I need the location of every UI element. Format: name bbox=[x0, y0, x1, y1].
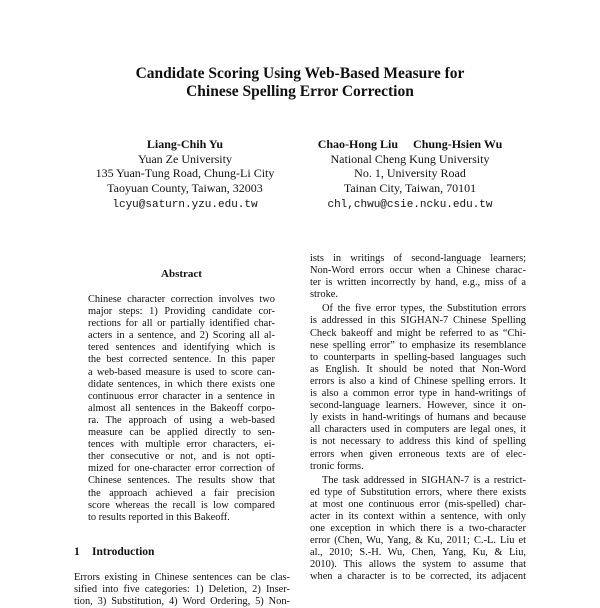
abstract-line: mized for one-character error correction of bbox=[88, 463, 275, 475]
abstract-heading: Abstract bbox=[161, 268, 202, 280]
author-affiliation: Yuan Ze University bbox=[138, 151, 232, 166]
paragraph bbox=[310, 253, 526, 301]
author-address-line-1: 135 Yuan-Tung Road, Chung-Li City bbox=[95, 166, 275, 180]
paragraph-line: all characters used in computers are legal ones, it bbox=[310, 424, 526, 436]
paragraph-line: Check bakeoff and might be referred to as “Chi- bbox=[310, 327, 526, 339]
paragraph-line: acter in its context within a sentence, with only bbox=[310, 510, 526, 522]
paragraph-line: as English. It should be noted that Non-Word bbox=[310, 363, 526, 375]
author-email: chl,chwu@csie.ncku.edu.tw bbox=[327, 199, 493, 211]
author-name: Chao-Hong Liu Chung-Hsien Wu bbox=[317, 137, 503, 151]
abstract-line: didate sentences, in which there exists one bbox=[88, 378, 275, 390]
author-name: Liang-Chih Yu bbox=[146, 137, 224, 151]
paragraph-line: one exception in which there is a two-character bbox=[310, 523, 526, 535]
section-number: 1 bbox=[74, 546, 80, 558]
paragraph bbox=[310, 303, 526, 472]
paragraph-line: 2010). This allows the system to assume that bbox=[310, 559, 526, 571]
abstract-line: Chinese character correction involves two bbox=[88, 294, 275, 305]
abstract-line: major steps: 1) Providing candidate cor- bbox=[88, 306, 275, 318]
section-title: Introduction bbox=[92, 546, 155, 558]
paragraph-line: second-language learners. However, since it on- bbox=[310, 400, 526, 412]
abstract-line: the best corrected sentence. In this paper bbox=[88, 354, 275, 366]
abstract-line: the approach achieved a fair precision bbox=[88, 487, 275, 499]
paragraph-line: ter is written incorrectly by hand, e.g., miss of a bbox=[310, 277, 526, 289]
abstract-line: continuous error character in a sentence in bbox=[88, 390, 275, 402]
paragraph-line: ists in writings of second-language learners; bbox=[310, 253, 526, 264]
paragraph-line: tronic forms. bbox=[310, 460, 364, 472]
paragraph-line: is also a common error type in hand-writings of bbox=[310, 388, 526, 400]
paragraph-line: is addressed in this SIGHAN-7 Chinese Spelling bbox=[310, 315, 526, 327]
paragraph-line: Of the five error types, the Substitution errors bbox=[322, 303, 526, 315]
abstract-line: ra. The approach of using a web-based bbox=[88, 414, 275, 426]
abstract-line: rections for all or partially identified char- bbox=[88, 318, 275, 330]
paragraph-line: errors when given erroneous texts are of elec- bbox=[310, 448, 526, 460]
abstract-line: tered sentences and identifying which is bbox=[88, 342, 275, 354]
paragraph-line: is not necessary to address this kind of spelling bbox=[310, 436, 526, 448]
paper-title-line-2: Chinese Spelling Error Correction bbox=[186, 83, 414, 100]
paragraph-line: The task addressed in SIGHAN-7 is a restrict- bbox=[322, 474, 526, 486]
paragraph-line: al., 2010; S.-H. Wu, Chen, Yang, Ku, & Liu, bbox=[310, 547, 526, 559]
author-email: lcyu@saturn.yzu.edu.tw bbox=[112, 199, 258, 211]
paragraph-line: ly exists in hand-writings of humans and because bbox=[310, 412, 526, 424]
abstract-line: to results reported in this Bakeoff. bbox=[88, 511, 230, 523]
abstract-line: acters in a sentence, and 2) Scoring all al- bbox=[88, 330, 275, 342]
paragraph-line: to counterparts in spelling-based languages such bbox=[310, 351, 526, 363]
paragraph-line: nese spelling error” to emphasize its resemblance bbox=[310, 339, 526, 351]
introduction-line: sified into five categories: 1) Deletion, 2) Inser- bbox=[74, 584, 290, 596]
paragraph-line: error (Chen, Wu, Yang, & Ku, 2011; C.-L. Liu et bbox=[310, 535, 526, 547]
paragraph bbox=[310, 475, 526, 584]
section-heading-introduction bbox=[74, 546, 154, 558]
author-block-2 bbox=[285, 137, 535, 213]
introduction-line: Errors existing in Chinese sentences can be clas- bbox=[74, 572, 290, 583]
paragraph-line: at most one continuous error (mis-spelled) char- bbox=[310, 498, 526, 510]
introduction-line: tion, 3) Substitution, 4) Word Ordering, 5) Non- bbox=[74, 596, 290, 608]
introduction-body bbox=[74, 572, 290, 608]
abstract-line: measure can be applied directly to sen- bbox=[88, 427, 275, 439]
right-column-body bbox=[310, 253, 526, 584]
abstract-line: score whereas the recall is low compared bbox=[88, 499, 275, 511]
author-address-line-1: No. 1, University Road bbox=[354, 166, 466, 180]
abstract-line: Chinese sentences. The results show that bbox=[88, 475, 275, 487]
paragraph-line: errors is also a kind of Chinese spelling errors. It bbox=[310, 375, 526, 387]
author-address-line-2: Tainan City, Taiwan, 70101 bbox=[343, 180, 477, 195]
author-address-line-2: Taoyuan County, Taiwan, 32003 bbox=[107, 180, 263, 195]
abstract-line: almost all sentences in the Bakeoff corpo- bbox=[88, 402, 275, 414]
abstract-line: tences with multiple error characters, ei- bbox=[88, 439, 275, 451]
paragraph-line: stroke. bbox=[310, 289, 338, 301]
abstract-line: a web-based measure is used to score can- bbox=[88, 366, 275, 378]
paragraph-line: ed type of Substitution errors, where there exists bbox=[310, 486, 526, 498]
author-block-1 bbox=[60, 137, 310, 213]
abstract-line: ther consecutive or not, and is not opti- bbox=[88, 451, 275, 463]
author-affiliation: National Cheng Kung University bbox=[330, 151, 490, 166]
abstract-body bbox=[88, 294, 275, 524]
paragraph-line: Non-Word errors occur when a Chinese charac- bbox=[310, 265, 526, 277]
paper-title-line-1: Candidate Scoring Using Web-Based Measure for bbox=[135, 65, 465, 82]
paragraph-line: when a character is to be corrected, its adjacent bbox=[310, 571, 526, 583]
